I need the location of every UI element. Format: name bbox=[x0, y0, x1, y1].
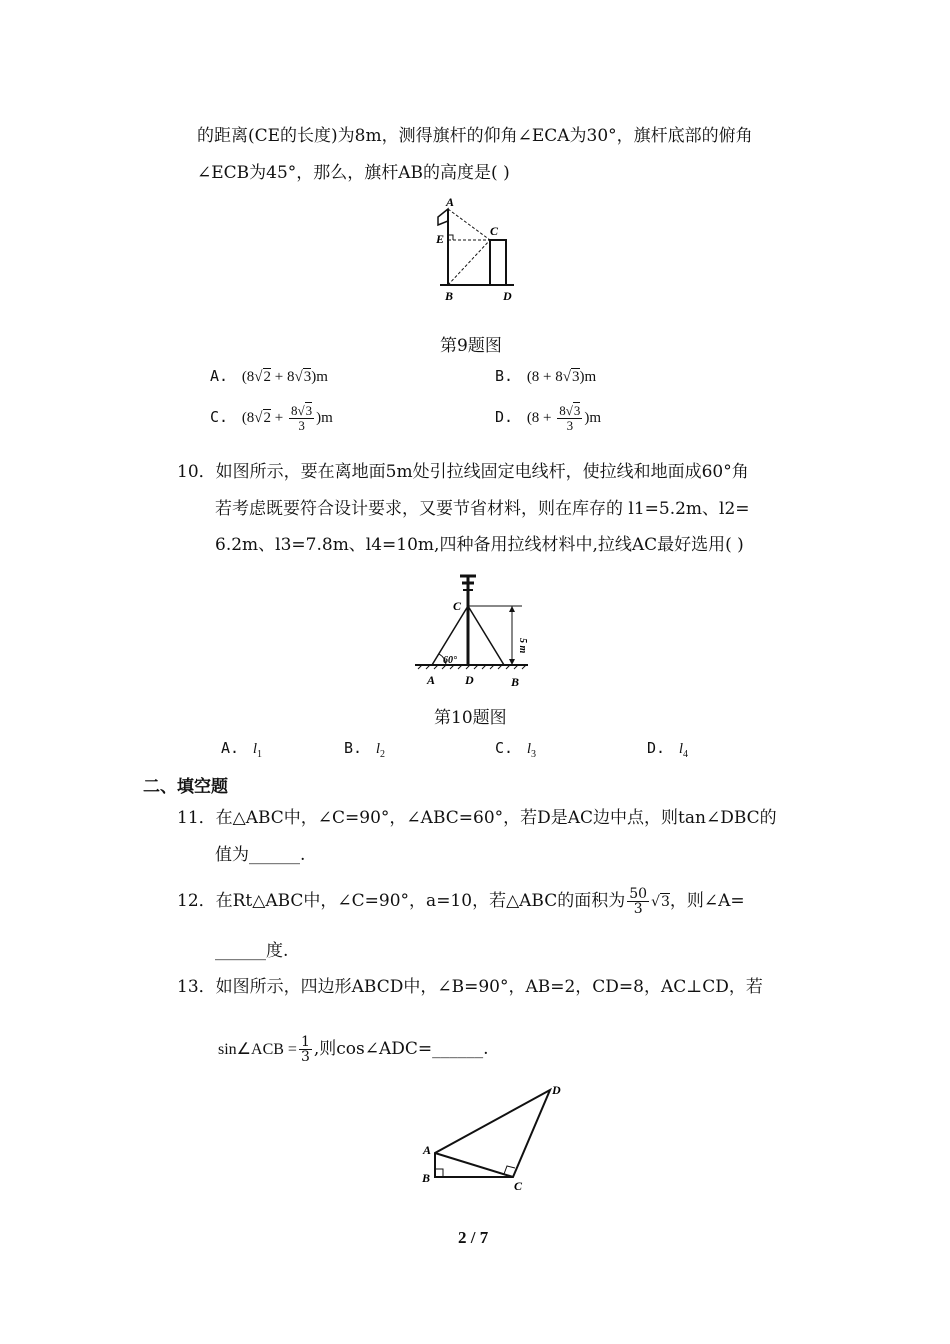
q13-line2-b: ,则cos∠ADC=______. bbox=[313, 1039, 489, 1059]
q12-frac-num: 50 bbox=[629, 886, 648, 902]
fig13-right-angle-c bbox=[504, 1166, 515, 1174]
q10-option-a-sub: 1 bbox=[256, 749, 262, 760]
q13-frac-den: 3 bbox=[300, 1049, 310, 1065]
fig9-label-d: D bbox=[503, 289, 512, 303]
fig13-label-d: D bbox=[552, 1083, 561, 1097]
q10-option-a bbox=[221, 739, 262, 760]
q10-option-d-label: D. bbox=[647, 739, 666, 757]
q10-option-d bbox=[647, 739, 688, 760]
q10-line3: 6.2m、l3=7.8m、l4=10m,四种备用拉线材料中,拉线AC最好选用( ) bbox=[215, 535, 744, 555]
q10-option-c bbox=[495, 739, 536, 760]
fig13-label-c: C bbox=[514, 1179, 523, 1193]
q10-line1: 10．如图所示，要在离地面5m处引拉线固定电线杆，使拉线和地面成60°角 bbox=[177, 462, 749, 482]
fig10-arrow-up bbox=[509, 606, 515, 612]
fig13-label-b: B bbox=[422, 1171, 431, 1185]
fig9-label-b: B bbox=[445, 289, 454, 303]
q12-line1-b: ，则∠A= bbox=[669, 891, 745, 911]
q10-option-b-var: l bbox=[375, 741, 380, 757]
q10-option-a-var: l bbox=[252, 741, 257, 757]
q10-line2: 若考虑既要符合设计要求，又要节省材料，则在库存的 l1=5.2m、l2= bbox=[215, 499, 750, 519]
figure-13 bbox=[415, 1080, 575, 1200]
fig9-line-ac bbox=[448, 209, 490, 240]
figure-9 bbox=[428, 195, 528, 305]
q9-line1: 的距离(CE的长度)为8m，测得旗杆的仰角∠ECA为30°，旗杆底部的俯角 bbox=[197, 126, 753, 146]
q10-option-c-label: C. bbox=[495, 739, 514, 757]
fig13-label-a: A bbox=[423, 1143, 432, 1157]
q10-option-c-var: l bbox=[526, 741, 531, 757]
q9-line2: ∠ECB为45°，那么，旗杆AB的高度是( ) bbox=[197, 163, 510, 183]
q9-option-a: A. (8√2 + 8√3)m bbox=[210, 367, 328, 385]
q11-line2: 值为______. bbox=[215, 845, 306, 865]
q9-option-c-label: C. bbox=[210, 407, 229, 426]
figure-10 bbox=[410, 568, 535, 693]
q11-line1: 11．在△ABC中，∠C=90°，∠ABC=60°，若D是AC边中点，则tan∠DBC的 bbox=[177, 808, 777, 828]
q10-caption: 第10题图 bbox=[434, 708, 507, 728]
q9-option-b: B. (8 + 8√3)m bbox=[495, 367, 597, 385]
q13-frac-num: 1 bbox=[300, 1034, 310, 1050]
q13-line2-a: sin∠ACB = bbox=[218, 1041, 297, 1058]
fig10-label-b: B bbox=[511, 675, 520, 689]
q9-caption: 第9题图 bbox=[440, 336, 502, 356]
q10-option-a-label: A. bbox=[221, 739, 240, 757]
q12-sqrt: 3 bbox=[660, 894, 670, 910]
fig9-label-e: E bbox=[436, 232, 445, 246]
q10-option-b-sub: 2 bbox=[379, 749, 385, 760]
q9-option-a-label: A. bbox=[210, 367, 229, 385]
fig9-line-bc bbox=[448, 240, 490, 285]
q10-option-d-sub: 4 bbox=[682, 749, 688, 760]
fig13-right-angle-b bbox=[435, 1169, 443, 1177]
q10-option-b-label: B. bbox=[344, 739, 363, 757]
fig9-label-a: A bbox=[446, 195, 455, 209]
q10-option-c-sub: 3 bbox=[530, 749, 536, 760]
section-heading: 二、填空题 bbox=[143, 777, 228, 797]
q10-option-b bbox=[344, 739, 385, 760]
q9-option-d: D. (8 + $\frac{8√3}{3}$ )m bbox=[495, 403, 602, 433]
q9-option-c: C. (8√2 + $\frac{8√3}{3}$ )m bbox=[210, 403, 333, 433]
q9-option-d-label: D. bbox=[495, 407, 514, 426]
fig9-building bbox=[490, 240, 506, 285]
q12-frac-den: 3 bbox=[633, 901, 643, 917]
fig9-flag bbox=[438, 209, 448, 225]
q9-option-b-label: B. bbox=[495, 367, 514, 385]
fig10-height-label: 5 m bbox=[517, 638, 528, 654]
fig10-wire-bc bbox=[468, 606, 504, 665]
fig13-diagonal-ac bbox=[435, 1153, 513, 1177]
fig9-label-c: C bbox=[490, 224, 499, 238]
page-number: 2 / 7 bbox=[458, 1228, 489, 1247]
q12-line1-a: 12．在Rt△ABC中，∠C=90°，a=10，若△ABC的面积为 bbox=[177, 891, 626, 911]
fig13-quadrilateral bbox=[435, 1090, 550, 1177]
q10-option-d-var: l bbox=[678, 741, 683, 757]
fig10-angle-label: 60° bbox=[443, 655, 457, 666]
q13-line2 bbox=[218, 1035, 489, 1064]
fig10-label-c: C bbox=[453, 599, 462, 613]
q12-line1: 12．在Rt△ABC中，∠C=90°，a=10，若△ABC的面积为 $\frac{50}{3}$ √3，则∠A= bbox=[177, 886, 745, 917]
fig10-label-d: D bbox=[465, 673, 474, 687]
q12-line2: ______度. bbox=[215, 941, 289, 961]
fig10-label-a: A bbox=[427, 673, 436, 687]
q13-line1: 13．如图所示，四边形ABCD中，∠B=90°，AB=2，CD=8，AC⊥CD，若 bbox=[177, 977, 763, 997]
